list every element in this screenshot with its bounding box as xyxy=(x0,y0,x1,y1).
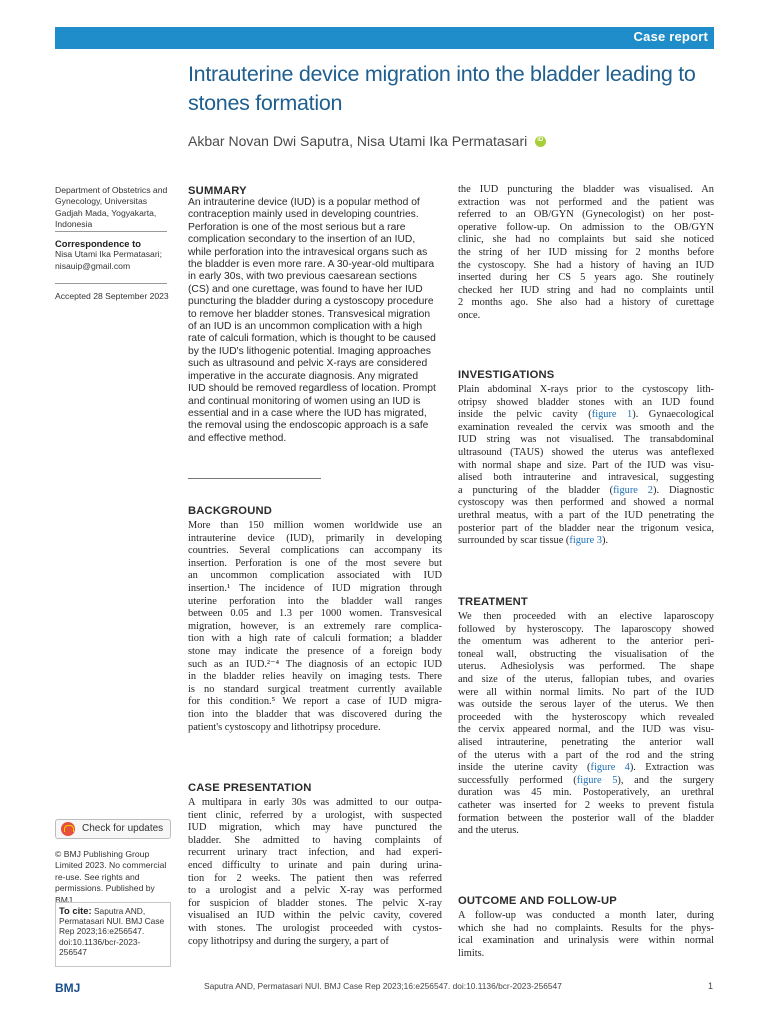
check-for-updates-button[interactable] xyxy=(55,819,171,839)
text-line: and size of the uterus, fallopian tubes, and ovaries xyxy=(458,673,714,685)
figure-link[interactable]: figure 4 xyxy=(590,762,630,774)
investigations-text xyxy=(458,384,714,548)
text-line: formation between the posterior wall of the bladder xyxy=(458,812,714,824)
text-line: recurrent urinary tract infection, and had experi- xyxy=(188,847,442,859)
text-line: bladder. She admitted to having complaints of xyxy=(188,834,442,846)
correspondence-name: Nisa Utami Ika Permatasari; xyxy=(55,249,162,260)
text-line: duration was 45 min. Postoperatively, an urethral xyxy=(458,787,714,799)
text-line: posterior part of the bladder near the trigonum vesica, xyxy=(458,522,714,534)
header-bar xyxy=(55,27,714,49)
text-line: otripsy showed bladder stones with an IUD found xyxy=(458,396,714,408)
author-names[interactable]: Akbar Novan Dwi Saputra, Nisa Utami Ika Permatasari xyxy=(188,133,528,149)
text-line: A follow-up was conducted a month later, during xyxy=(458,910,714,921)
crossmark-icon xyxy=(61,822,75,836)
text-line: migration, however, is an extremely rare complica- xyxy=(188,620,442,632)
text-line: We then proceeded with an elective laparoscopy xyxy=(458,611,714,622)
article-type-label: Case report xyxy=(633,29,708,44)
affiliation: Department of Obstetrics and Gynecology, Universitas Gadjah Mada, Yogyakarta, Indonesia xyxy=(55,185,168,230)
text-line: with stones. The urologist proceeded with cystos- xyxy=(188,922,442,934)
text-line: stone may indicate the presence of a foreign body xyxy=(188,645,442,657)
text-line: between 0.05 and 1.3 per 1000 women. Transvesical xyxy=(188,608,442,620)
text-line: 2 months ago. She also had a history of curettage xyxy=(458,297,714,309)
text-line: ultrasound (TAUS) showed the uterus was anteflexed xyxy=(458,446,714,458)
text-line: alised both intrauterine and intravesical, suggesting xyxy=(458,472,714,484)
text-line: urethral meatus, with a part of the IUD penetrating the xyxy=(458,509,714,521)
correspondence-label: Correspondence to xyxy=(55,238,141,249)
text-line: were all within normal limits. No part of the IUD xyxy=(458,686,714,698)
text-line: ical examination and urinalysis were within normal xyxy=(458,935,714,947)
text-line: alised intrauterine, penetrating the anterior wall xyxy=(458,736,714,748)
orcid-icon[interactable] xyxy=(535,136,546,147)
accepted-date: Accepted 28 September 2023 xyxy=(55,291,169,301)
text-line: the cystoscopy. She had a history of having an IUD xyxy=(458,259,714,271)
text-line: successfully performed (figure 5), and the surgery xyxy=(458,774,714,786)
text-line: inside the pelvic cavity (figure 1). Gynaecological xyxy=(458,409,714,421)
text-line: limits. xyxy=(458,947,485,959)
sidebar-divider xyxy=(55,231,167,232)
summary-heading: SUMMARY xyxy=(188,185,247,197)
text-line: examination revealed the cervix was smooth and the xyxy=(458,421,714,433)
text-line: an uncommon complication associated with IUD xyxy=(188,570,442,582)
text-line: for this condition.⁵ We report a case of IUD migra- xyxy=(188,696,442,708)
text-line: Plain abdominal X-rays prior to the cystoscopy lith- xyxy=(458,384,714,395)
text-line: inside the uterine cavity (figure 4). Extraction was xyxy=(458,762,714,774)
page-number: 1 xyxy=(708,981,714,991)
text-line: of the uterus with a part of the rod and the string xyxy=(458,749,714,761)
text-line: followed by hysteroscopy. The laparoscopy showed xyxy=(458,623,714,635)
text-line: uterine perforation into the bladder wall ranges xyxy=(188,595,442,607)
text-line: proceeded with the hysteroscopy which revealed xyxy=(458,711,714,723)
text-line: catheter was inserted for 2 weeks to prevent fistula xyxy=(458,799,714,811)
text-line: uterus. Adhesiolysis was performed. The shape xyxy=(458,661,714,673)
text-line: surrounded by scar tissue (figure 3). xyxy=(458,535,609,547)
treatment-heading: TREATMENT xyxy=(458,596,528,608)
text-line: copy lithotripsy and during the surgery, a part of xyxy=(188,935,389,947)
text-line: clinic, she had no complaints but said she noticed xyxy=(458,234,714,246)
text-line: visualised an IUD within the pelvic cavity, covered xyxy=(188,910,442,922)
text-line: checked her IUD string and had no complaints until xyxy=(458,284,714,296)
text-line: IUD migration, which may have punctured the xyxy=(188,822,442,834)
text-line: insertion. Perforation is one of the most severe but xyxy=(188,557,442,569)
bmj-logo: BMJ xyxy=(55,981,81,995)
background-heading: BACKGROUND xyxy=(188,505,273,517)
text-line: inserted during her CS 5 years ago. She routinely xyxy=(458,272,714,284)
case-presentation-continued xyxy=(458,184,714,323)
text-line: in the bladder relies heavily on imaging tests. There xyxy=(188,671,442,683)
text-line: the omentum was adherent to the anterior peri- xyxy=(458,636,714,648)
footer-citation: Saputra AND, Permatasari NUI. BMJ Case Rep 2023;16:e256547. doi:10.1136/bcr-2023-256547 xyxy=(204,981,562,991)
text-line: which she had no complaints. Results for the phys- xyxy=(458,922,714,934)
article-title: Intrauterine device migration into the bladder leading to stones formation xyxy=(188,62,696,115)
correspondence xyxy=(55,238,173,272)
text-line: cystoscopy was then performed and showed a normal xyxy=(458,497,714,509)
text-line: operative follow-up. On admission to the OB/GYN xyxy=(458,221,714,233)
text-line: such as an IUD.²⁻⁴ The diagnosis of an ectopic IUD xyxy=(188,658,442,670)
text-line: tient clinic, referred by a urologist, with suspected xyxy=(188,809,442,821)
check-updates-label: Check for updates xyxy=(82,823,164,834)
case-presentation-heading: CASE PRESENTATION xyxy=(188,782,312,794)
citation-box xyxy=(55,902,171,967)
cite-label: To cite: xyxy=(59,905,92,916)
case-presentation-text xyxy=(188,797,442,948)
text-line: with normal shape and size. Part of the IUD was visu- xyxy=(458,459,714,471)
background-text xyxy=(188,520,442,734)
text-line: intrauterine device (IUD), primarily in developing xyxy=(188,532,442,544)
text-line: was outside the serous layer of the uterus. We then xyxy=(458,699,714,711)
investigations-heading: INVESTIGATIONS xyxy=(458,369,555,381)
author-list xyxy=(188,133,546,149)
text-line: enced difficulty to urinate and pain during urina- xyxy=(188,859,442,871)
copyright-notice: © BMJ Publishing Group Limited 2023. No commercial re-use. See rights and permissions. Published by BMJ. xyxy=(55,849,167,905)
text-line: referred to an OB/GYN (Gynecologist) on her post- xyxy=(458,209,714,221)
correspondence-email[interactable]: nisauip@gmail.com xyxy=(55,260,131,271)
summary-text: An intrauterine device (IUD) is a popular method of contraception mainly used in developing countries. Perforation is one of the most serious but a rare complication secondary to the insertion of an IUD, while perforation into the intravesical organs such as the bladder is even more rare. A 30-year-old multipara in early 30s, with two previous caesarean sections (CS) and one curettage, was found to have her IUD puncturing the bladder during a cystoscopy procedure to remove her bladder stones. Transvesical migration of an IUD is an uncommon complication with a high rate of calculi formation, which is thought to be caused by the IUD's lithogenic potential. Imaging approaches such as ultrasound and pelvic X-rays are considered imperative in the accurate diagnosis. Any migrated IUD should be removed regardless of location. Prompt and continual monitoring of women using an IUD is essential and in a case where the IUD has migrated, the removal using the endoscopic approach is a safe and effective method. xyxy=(188,197,436,444)
text-line: More than 150 million women worldwide use an xyxy=(188,520,442,531)
treatment-text xyxy=(458,611,714,838)
text-line: to a urologist and a pelvic X-ray was performed xyxy=(188,885,442,897)
text-line: tion for 2 weeks. The patient then was referred xyxy=(188,872,442,884)
outcome-text xyxy=(458,910,714,960)
outcome-heading: OUTCOME AND FOLLOW-UP xyxy=(458,895,617,907)
figure-link[interactable]: figure 3 xyxy=(569,535,602,547)
text-line: once. xyxy=(458,309,481,321)
text-line: is no standard surgical treatment currently available xyxy=(188,683,442,695)
text-line: tion into the bladder that was discovered during the xyxy=(188,708,442,720)
text-line: countries. Several complications can accompany its xyxy=(188,545,442,557)
text-line: a puncturing of the bladder (figure 2). Diagnostic xyxy=(458,484,714,496)
text-line: patient's cystoscopy and lithotripsy procedure. xyxy=(188,721,381,733)
text-line: insertion.¹ The incidence of IUD migration through xyxy=(188,582,442,594)
text-line: the IUD puncturing the bladder was visualised. An xyxy=(458,184,714,195)
figure-link[interactable]: figure 5 xyxy=(576,774,618,786)
text-line: A multipara in early 30s was admitted to our outpa- xyxy=(188,797,442,808)
text-line: IUD string was not visualised. The transabdominal xyxy=(458,434,714,446)
text-line: toneal wall, obstructing the visualisation of the xyxy=(458,648,714,660)
text-line: tion with a high rate of calculi formation; a bladder xyxy=(188,633,442,645)
figure-link[interactable]: figure 1 xyxy=(591,409,633,421)
figure-link[interactable]: figure 2 xyxy=(613,484,653,496)
text-line: for suspicion of bladder stones. The pelvic X-ray xyxy=(188,897,442,909)
text-line: extraction was not performed and the patient was xyxy=(458,196,714,208)
summary-divider xyxy=(188,478,321,479)
sidebar-divider xyxy=(55,283,167,284)
cite-text: Saputra AND, Permatasari NUI. BMJ Case Rep 2023;16:e256547. doi:10.1136/bcr-2023-256547 xyxy=(59,906,165,957)
text-line: the string of her IUD missing for 2 months before xyxy=(458,246,714,258)
text-line: the cervix appeared normal, and the IUD was visu- xyxy=(458,724,714,736)
text-line: and the uterus. xyxy=(458,825,519,837)
